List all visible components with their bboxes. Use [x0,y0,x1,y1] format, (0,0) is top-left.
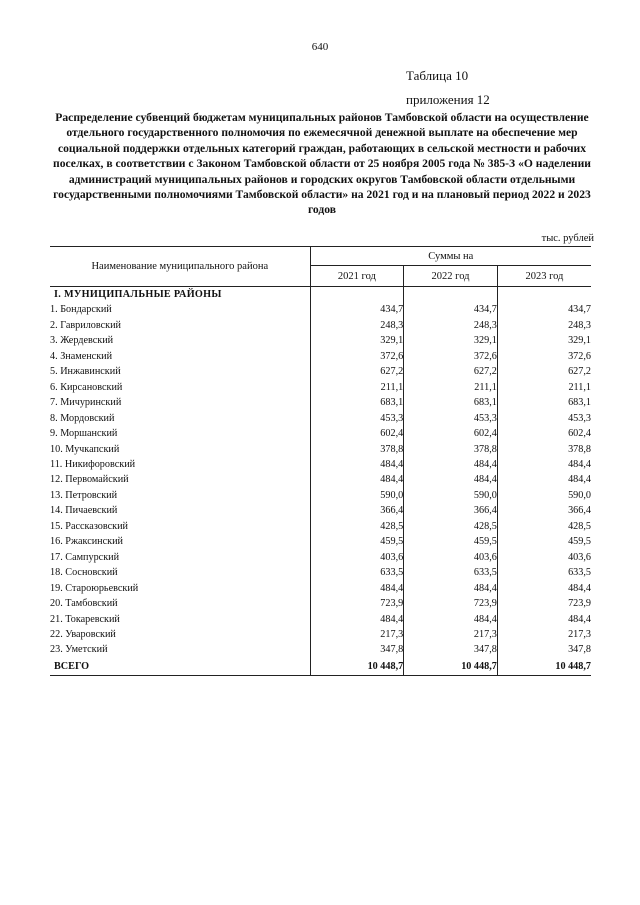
amount-cell: 403,6 [497,550,591,565]
amount-cell: 248,3 [310,318,404,333]
table-row [50,472,591,487]
amount-cell: 723,9 [404,596,498,611]
table-row [50,519,591,534]
total-row [50,658,591,676]
total-amount: 10 448,7 [310,658,404,676]
table-row [50,565,591,580]
district-name: 12. Первомайский [50,474,129,486]
appendix-label: приложения 12 [406,92,490,107]
amount-cell: 484,4 [404,612,498,627]
amount-cell: 378,8 [404,442,498,457]
table-row [50,442,591,457]
amount-cell: 217,3 [404,627,498,642]
amount-cell: 683,1 [497,395,591,410]
district-name: 7. Мичуринский [50,397,122,409]
district-name: 8. Мордовский [50,412,115,424]
amount-cell: 378,8 [497,442,591,457]
amount-cell: 403,6 [310,550,404,565]
district-name: 21. Токаревский [50,613,120,625]
total-label: ВСЕГО [50,658,310,676]
district-name: 14. Пичаевский [50,505,118,517]
amount-cell: 211,1 [497,380,591,395]
amount-cell: 403,6 [404,550,498,565]
amount-cell: 627,2 [497,364,591,379]
amount-cell: 329,1 [497,333,591,348]
amount-cell: 602,4 [404,426,498,441]
table-row [50,318,591,333]
header-name: Наименование муниципального района [50,247,310,287]
table-label: Таблица 10 [406,68,469,83]
header-year-2022: 2022 год [404,266,498,287]
district-name: 18. Сосновский [50,567,118,579]
table-row [50,627,591,642]
table-row [50,503,591,518]
total-amount: 10 448,7 [497,658,591,676]
amount-cell: 627,2 [310,364,404,379]
amount-cell: 248,3 [497,318,591,333]
amount-cell: 366,4 [497,503,591,518]
table-row [50,642,591,657]
document-title: Распределение субвенций бюджетам муниципальных районов Тамбовской области на осуществление отдельного государственного полномочия по ежемесячной денежной выплате на обеспечение мер социальной поддержки отдельных категорий граждан, работающих в сельской местности и рабочих поселках, в соответствии с Законом Тамбовской области от 25 ноября 2005 года № 385-З «О наделении администраций муниципальных районов и городских округов Тамбовской области отдельными государственными полномочиями Тамбовской области» на 2021 год и на плановый период 2022 и 2023 годов [53,111,591,217]
amount-cell: 428,5 [497,519,591,534]
amount-cell: 217,3 [310,627,404,642]
table-row [50,534,591,549]
district-name: 6. Кирсановский [50,381,123,393]
amount-cell: 347,8 [310,642,404,657]
amount-cell: 484,4 [404,457,498,472]
amount-cell: 484,4 [404,581,498,596]
amount-cell: 484,4 [497,581,591,596]
amount-cell: 484,4 [497,472,591,487]
header-year-2021: 2021 год [310,266,404,287]
amount-cell: 329,1 [310,333,404,348]
header-group: Суммы на [310,247,591,266]
amount-cell: 248,3 [404,318,498,333]
amount-cell: 633,5 [404,565,498,580]
amount-cell: 347,8 [404,642,498,657]
amount-cell: 590,0 [310,488,404,503]
amount-cell: 378,8 [310,442,404,457]
table-row [50,581,591,596]
amount-cell: 217,3 [497,627,591,642]
amount-cell: 484,4 [404,472,498,487]
amount-cell: 627,2 [404,364,498,379]
table-row [50,457,591,472]
amount-cell: 633,5 [497,565,591,580]
amount-cell: 602,4 [497,426,591,441]
amount-cell: 211,1 [310,380,404,395]
amount-cell: 590,0 [404,488,498,503]
amount-cell: 459,5 [404,534,498,549]
amount-cell: 372,6 [310,349,404,364]
section-title: I. МУНИЦИПАЛЬНЫЕ РАЙОНЫ [54,289,222,300]
amount-cell: 723,9 [497,596,591,611]
amount-cell: 484,4 [310,612,404,627]
amount-cell: 347,8 [497,642,591,657]
amount-cell: 434,7 [497,302,591,317]
amount-cell: 428,5 [404,519,498,534]
amount-cell: 484,4 [310,472,404,487]
amount-cell: 434,7 [310,302,404,317]
table-row [50,426,591,441]
table-row [50,349,591,364]
district-name: 15. Рассказовский [50,520,129,532]
amount-cell: 366,4 [404,503,498,518]
amount-cell: 590,0 [497,488,591,503]
table-row [50,488,591,503]
amount-cell: 484,4 [310,581,404,596]
district-name: 16. Ржаксинский [50,536,124,548]
table-row [50,395,591,410]
district-name: 9. Моршанский [50,428,118,440]
subvention-table [50,246,591,676]
district-name: 13. Петровский [50,489,118,501]
amount-cell: 484,4 [497,457,591,472]
page-number: 640 [311,41,329,53]
district-name: 5. Инжавинский [50,366,121,378]
total-amount: 10 448,7 [404,658,498,676]
amount-cell: 453,3 [310,411,404,426]
amount-cell: 633,5 [310,565,404,580]
amount-cell: 372,6 [404,349,498,364]
amount-cell: 683,1 [310,395,404,410]
district-name: 20. Тамбовский [50,598,118,610]
units-label: тыс. рублей [541,233,594,244]
amount-cell: 484,4 [310,457,404,472]
district-name: 11. Никифоровский [50,458,136,470]
table-row [50,302,591,317]
district-name: 3. Жердевский [50,335,114,347]
district-name: 19. Староюрьевский [50,582,139,594]
district-name: 17. Сампурский [50,551,120,563]
amount-cell: 372,6 [497,349,591,364]
amount-cell: 484,4 [497,612,591,627]
amount-cell: 329,1 [404,333,498,348]
district-name: 10. Мучкапский [50,443,120,455]
table-row [50,612,591,627]
amount-cell: 723,9 [310,596,404,611]
district-name: 23. Уметский [50,644,108,656]
amount-cell: 459,5 [310,534,404,549]
amount-cell: 211,1 [404,380,498,395]
table-row [50,596,591,611]
amount-cell: 366,4 [310,503,404,518]
header-year-2023: 2023 год [497,266,591,287]
amount-cell: 459,5 [497,534,591,549]
table-row [50,380,591,395]
district-name: 1. Бондарский [50,304,112,316]
amount-cell: 453,3 [497,411,591,426]
amount-cell: 453,3 [404,411,498,426]
district-name: 2. Гавриловский [50,319,122,331]
amount-cell: 428,5 [310,519,404,534]
table-row [50,333,591,348]
district-name: 22. Уваровский [50,628,116,640]
table-row [50,550,591,565]
amount-cell: 683,1 [404,395,498,410]
section-row [50,287,591,303]
table-row [50,364,591,379]
amount-cell: 602,4 [310,426,404,441]
amount-cell: 434,7 [404,302,498,317]
district-name: 4. Знаменский [50,350,113,362]
table-row [50,411,591,426]
